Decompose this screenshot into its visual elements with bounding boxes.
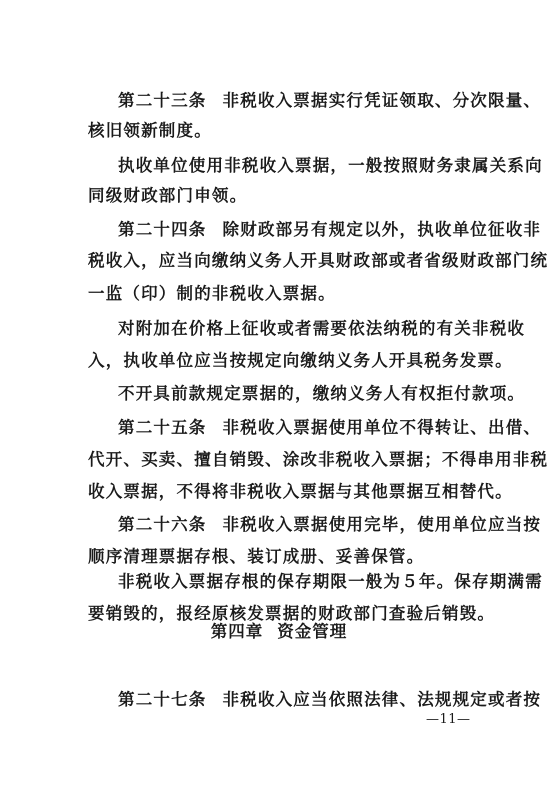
article-25-number: 第二十五条 [118, 418, 207, 437]
article-24-line-2: 税收入，应当向缴纳义务人开具财政部或者省级财政部门统 [88, 251, 549, 270]
article-23-number: 第二十三条 [118, 91, 207, 110]
page-number: —11— [426, 712, 471, 727]
article-26-text: 非税收入票据使用完毕，使用单位应当按 [222, 515, 542, 534]
chapter-4-heading [0, 618, 558, 642]
article-27-number: 第二十七条 [118, 690, 207, 709]
article-25-line-2: 代开、买卖、擅自销毁、涂改非税收入票据；不得串用非税 [88, 450, 549, 469]
article-24-line-1 [118, 220, 541, 240]
article-24-text: 除财政部另有规定以外，执收单位征收非 [222, 220, 542, 239]
article-25-text: 非税收入票据使用单位不得转让、出借、 [222, 418, 542, 437]
article-27-text: 非税收入应当依照法律、法规规定或者按 [222, 690, 542, 709]
chapter-4-title: 资金管理 [277, 622, 348, 641]
article-23-line-1 [118, 91, 541, 111]
paragraph-24b-line-1: 对附加在价格上征收或者需要依法纳税的有关非税收 [118, 319, 526, 338]
paragraph-23b-line-2: 同级财政部门申领。 [88, 186, 248, 205]
article-25-line-3: 收入票据，不得将非税收入票据与其他票据互相替代。 [88, 482, 513, 501]
paragraph-24c-line-1: 不开具前款规定票据的，缴纳义务人有权拒付款项。 [118, 384, 526, 403]
article-26-line-1 [118, 515, 541, 535]
paragraph-26b-line-1: 非税收入票据存根的保存期限一般为５年。保存期满需 [118, 572, 543, 591]
article-26-line-2: 顺序清理票据存根、装订成册、妥善保管。 [88, 547, 425, 566]
article-26-number: 第二十六条 [118, 515, 207, 534]
paragraph-26b-line-2: 要销毁的，报经原核发票据的财政部门查验后销毁。 [88, 604, 496, 623]
article-24-number: 第二十四条 [118, 220, 207, 239]
article-23-line-2: 核旧领新制度。 [88, 121, 212, 140]
chapter-4-number: 第四章 [210, 622, 264, 641]
article-24-line-3: 一监（印）制的非税收入票据。 [88, 284, 336, 303]
article-27-line-1 [118, 690, 541, 710]
paragraph-24b-line-2: 入，执收单位应当按规定向缴纳义务人开具税务发票。 [88, 351, 513, 370]
article-25-line-1 [118, 418, 541, 438]
article-23-text: 非税收入票据实行凭证领取、分次限量、 [222, 91, 542, 110]
paragraph-23b-line-1: 执收单位使用非税收入票据，一般按照财务隶属关系向 [118, 156, 543, 175]
